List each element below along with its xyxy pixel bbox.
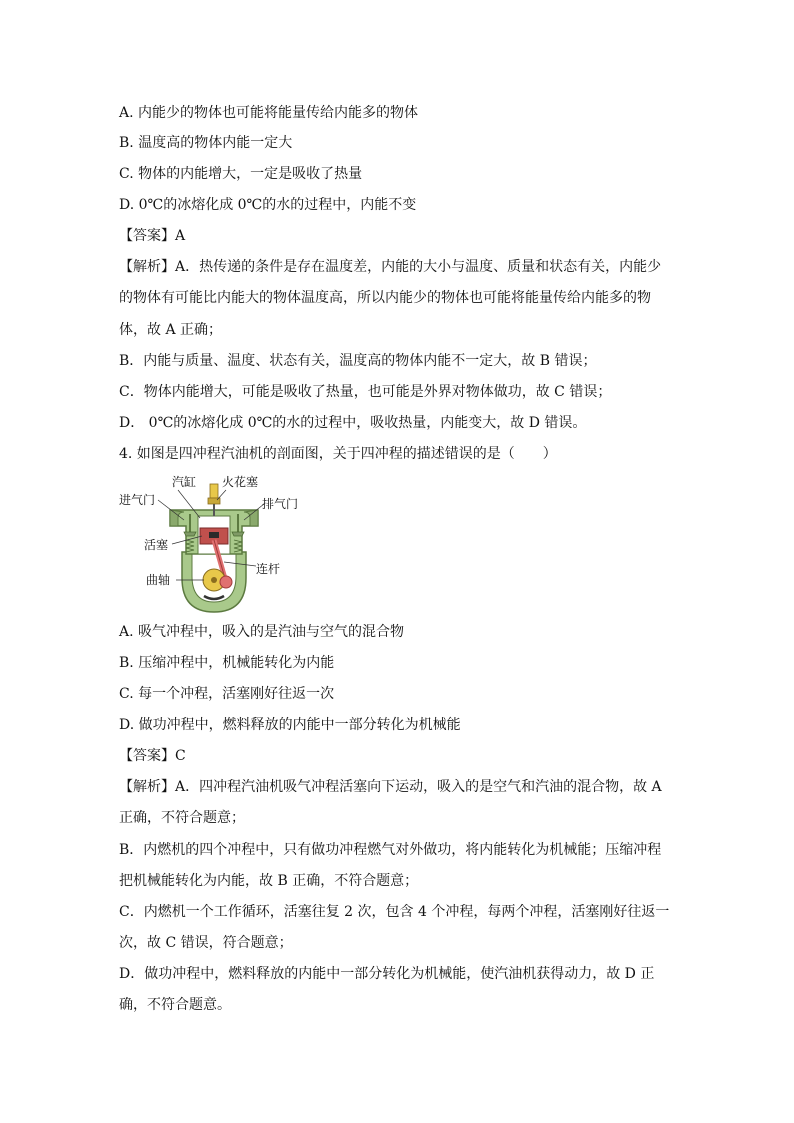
- label-piston: 活塞: [144, 538, 169, 552]
- q4-analysis-line: 【解析】A．四冲程汽油机吸气冲程活塞向下运动，吸入的是空气和汽油的混合物，故 A: [119, 779, 662, 795]
- q4-stem: 4. 如图是四冲程汽油机的剖面图，关于四冲程的描述错误的是（ ）: [119, 446, 557, 462]
- label-crankshaft: 曲轴: [146, 573, 171, 587]
- q4-analysis-line: C．内燃机一个工作循环，活塞往复 2 次，包含 4 个冲程，每两个冲程，活塞刚好往返一: [119, 904, 670, 920]
- q4-analysis-line: D．做功冲程中，燃料释放的内能中一部分转化为机械能，使汽油机获得动力，故 D 正: [119, 966, 655, 982]
- label-exhaust-valve: 排气门: [262, 497, 299, 511]
- q4-option-a: A. 吸气冲程中，吸入的是汽油与空气的混合物: [119, 624, 405, 640]
- q3-option-d: D. 0℃的冰熔化成 0℃的水的过程中，内能不变: [119, 197, 417, 213]
- q3-analysis-line: C．物体内能增大，可能是吸收了热量，也可能是外界对物体做功，故 C 错误；: [119, 384, 612, 400]
- q3-analysis-line: 体，故 A 正确；: [119, 322, 223, 338]
- q3-answer: 【答案】A: [119, 228, 186, 244]
- label-spark-plug: 火花塞: [222, 475, 259, 489]
- q4-analysis-line: 次，故 C 错误，符合题意；: [119, 935, 293, 951]
- q3-analysis-line: 的物体有可能比内能大的物体温度高，所以内能少的物体也可能将能量传给内能多的物: [119, 290, 651, 306]
- q3-option-c: C. 物体的内能增大，一定是吸收了热量: [119, 166, 363, 182]
- engine-diagram: [114, 470, 314, 620]
- q3-analysis-line: B．内能与质量、温度、状态有关，温度高的物体内能不一定大，故 B 错误；: [119, 353, 597, 369]
- q4-option-c: C. 每一个冲程，活塞刚好往返一次: [119, 686, 335, 702]
- q3-option-b: B. 温度高的物体内能一定大: [119, 135, 293, 151]
- q4-analysis-line: B．内燃机的四个冲程中，只有做功冲程燃气对外做功，将内能转化为机械能；压缩冲程: [119, 842, 662, 858]
- label-cylinder: 汽缸: [172, 475, 197, 489]
- label-connecting-rod: 连杆: [256, 562, 281, 576]
- q3-option-a: A. 内能少的物体也可能将能量传给内能多的物体: [119, 105, 419, 121]
- label-intake-valve: 进气门: [119, 493, 156, 507]
- q4-option-b: B. 压缩冲程中，机械能转化为内能: [119, 655, 335, 671]
- q3-analysis-line: 【解析】A．热传递的条件是存在温度差，内能的大小与温度、质量和状态有关，内能少: [119, 259, 662, 275]
- q4-analysis-line: 确，不符合题意。: [119, 997, 231, 1013]
- q4-analysis-line: 正确，不符合题意；: [119, 810, 245, 826]
- q4-option-d: D. 做功冲程中，燃料释放的内能中一部分转化为机械能: [119, 717, 461, 733]
- q4-answer: 【答案】C: [119, 748, 186, 764]
- q3-analysis-line: D． 0℃的冰熔化成 0℃的水的过程中，吸收热量，内能变大，故 D 错误。: [119, 415, 587, 431]
- q4-analysis-line: 把机械能转化为内能，故 B 正确，不符合题意；: [119, 873, 419, 889]
